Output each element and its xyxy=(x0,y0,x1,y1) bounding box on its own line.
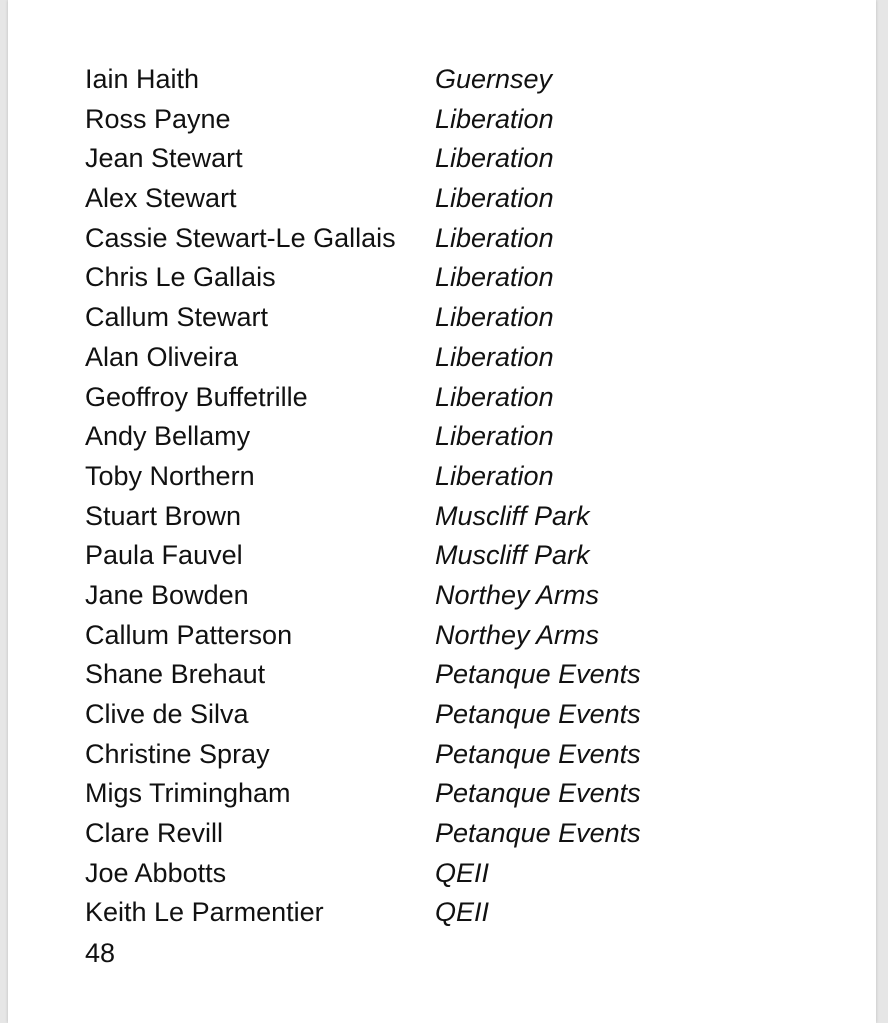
list-item xyxy=(85,60,641,100)
club-name: Liberation xyxy=(435,143,554,174)
club-name: Northey Arms xyxy=(435,579,600,610)
list-item xyxy=(85,100,641,140)
club-name: Muscliff Park xyxy=(435,540,590,571)
player-name: Geoffroy Buffetrille xyxy=(85,381,308,412)
club-name: Liberation xyxy=(435,302,554,333)
club-name: Liberation xyxy=(435,341,554,372)
player-name: Andy Bellamy xyxy=(85,421,251,452)
club-name: Petanque Events xyxy=(435,738,641,769)
club-name: Muscliff Park xyxy=(435,500,590,531)
list-item xyxy=(85,854,641,894)
club-name: Petanque Events xyxy=(435,818,641,849)
total-count: 48 xyxy=(85,938,116,968)
player-name: Ross Payne xyxy=(85,103,231,134)
club-name: Liberation xyxy=(435,222,554,253)
club-name: Northey Arms xyxy=(435,619,600,650)
list-item xyxy=(85,457,641,497)
player-list xyxy=(85,60,641,933)
player-name: Iain Haith xyxy=(85,64,200,94)
player-name: Clive de Silva xyxy=(85,699,249,729)
club-name: Liberation xyxy=(435,262,554,293)
player-name: Keith Le Parmentier xyxy=(85,897,324,928)
player-name: Shane Brehaut xyxy=(85,659,266,690)
club-name: Petanque Events xyxy=(435,778,641,809)
player-name: Callum Stewart xyxy=(85,302,269,333)
player-name: Chris Le Gallais xyxy=(85,262,276,293)
club-name: Guernsey xyxy=(435,64,553,94)
list-item xyxy=(85,497,641,537)
list-item xyxy=(85,814,641,854)
player-name: Jean Stewart xyxy=(85,143,243,174)
list-item xyxy=(85,417,641,457)
club-name: Petanque Events xyxy=(435,659,641,690)
list-item xyxy=(85,616,641,656)
list-item xyxy=(85,536,641,576)
club-name: Liberation xyxy=(435,421,554,452)
list-item xyxy=(85,139,641,179)
player-name: Migs Trimingham xyxy=(85,778,291,809)
document-page xyxy=(8,0,876,1023)
list-item xyxy=(85,893,641,933)
list-item xyxy=(85,179,641,219)
player-name: Callum Patterson xyxy=(85,619,293,650)
list-item xyxy=(85,735,641,775)
player-name: Joe Abbotts xyxy=(85,857,227,888)
player-name: Cassie Stewart-Le Gallais xyxy=(85,222,396,253)
list-item xyxy=(85,576,641,616)
player-name: Toby Northern xyxy=(85,460,255,491)
list-item xyxy=(85,338,641,378)
list-item xyxy=(85,655,641,695)
list-item xyxy=(85,378,641,418)
player-name: Alan Oliveira xyxy=(85,341,239,372)
player-name: Paula Fauvel xyxy=(85,540,243,571)
player-name: Alex Stewart xyxy=(85,183,237,214)
list-item xyxy=(85,219,641,259)
club-name: Liberation xyxy=(435,460,554,491)
club-name: Liberation xyxy=(435,381,554,412)
club-name: Liberation xyxy=(435,103,554,134)
list-item xyxy=(85,774,641,814)
club-name: QEII xyxy=(435,897,490,928)
list-item xyxy=(85,695,641,735)
club-name: QEII xyxy=(435,857,490,888)
player-name: Jane Bowden xyxy=(85,579,249,610)
list-item xyxy=(85,298,641,338)
player-name: Stuart Brown xyxy=(85,500,242,531)
club-name: Liberation xyxy=(435,183,554,214)
player-name: Clare Revill xyxy=(85,818,224,849)
list-item xyxy=(85,258,641,298)
player-name: Christine Spray xyxy=(85,738,270,769)
club-name: Petanque Events xyxy=(435,699,641,729)
